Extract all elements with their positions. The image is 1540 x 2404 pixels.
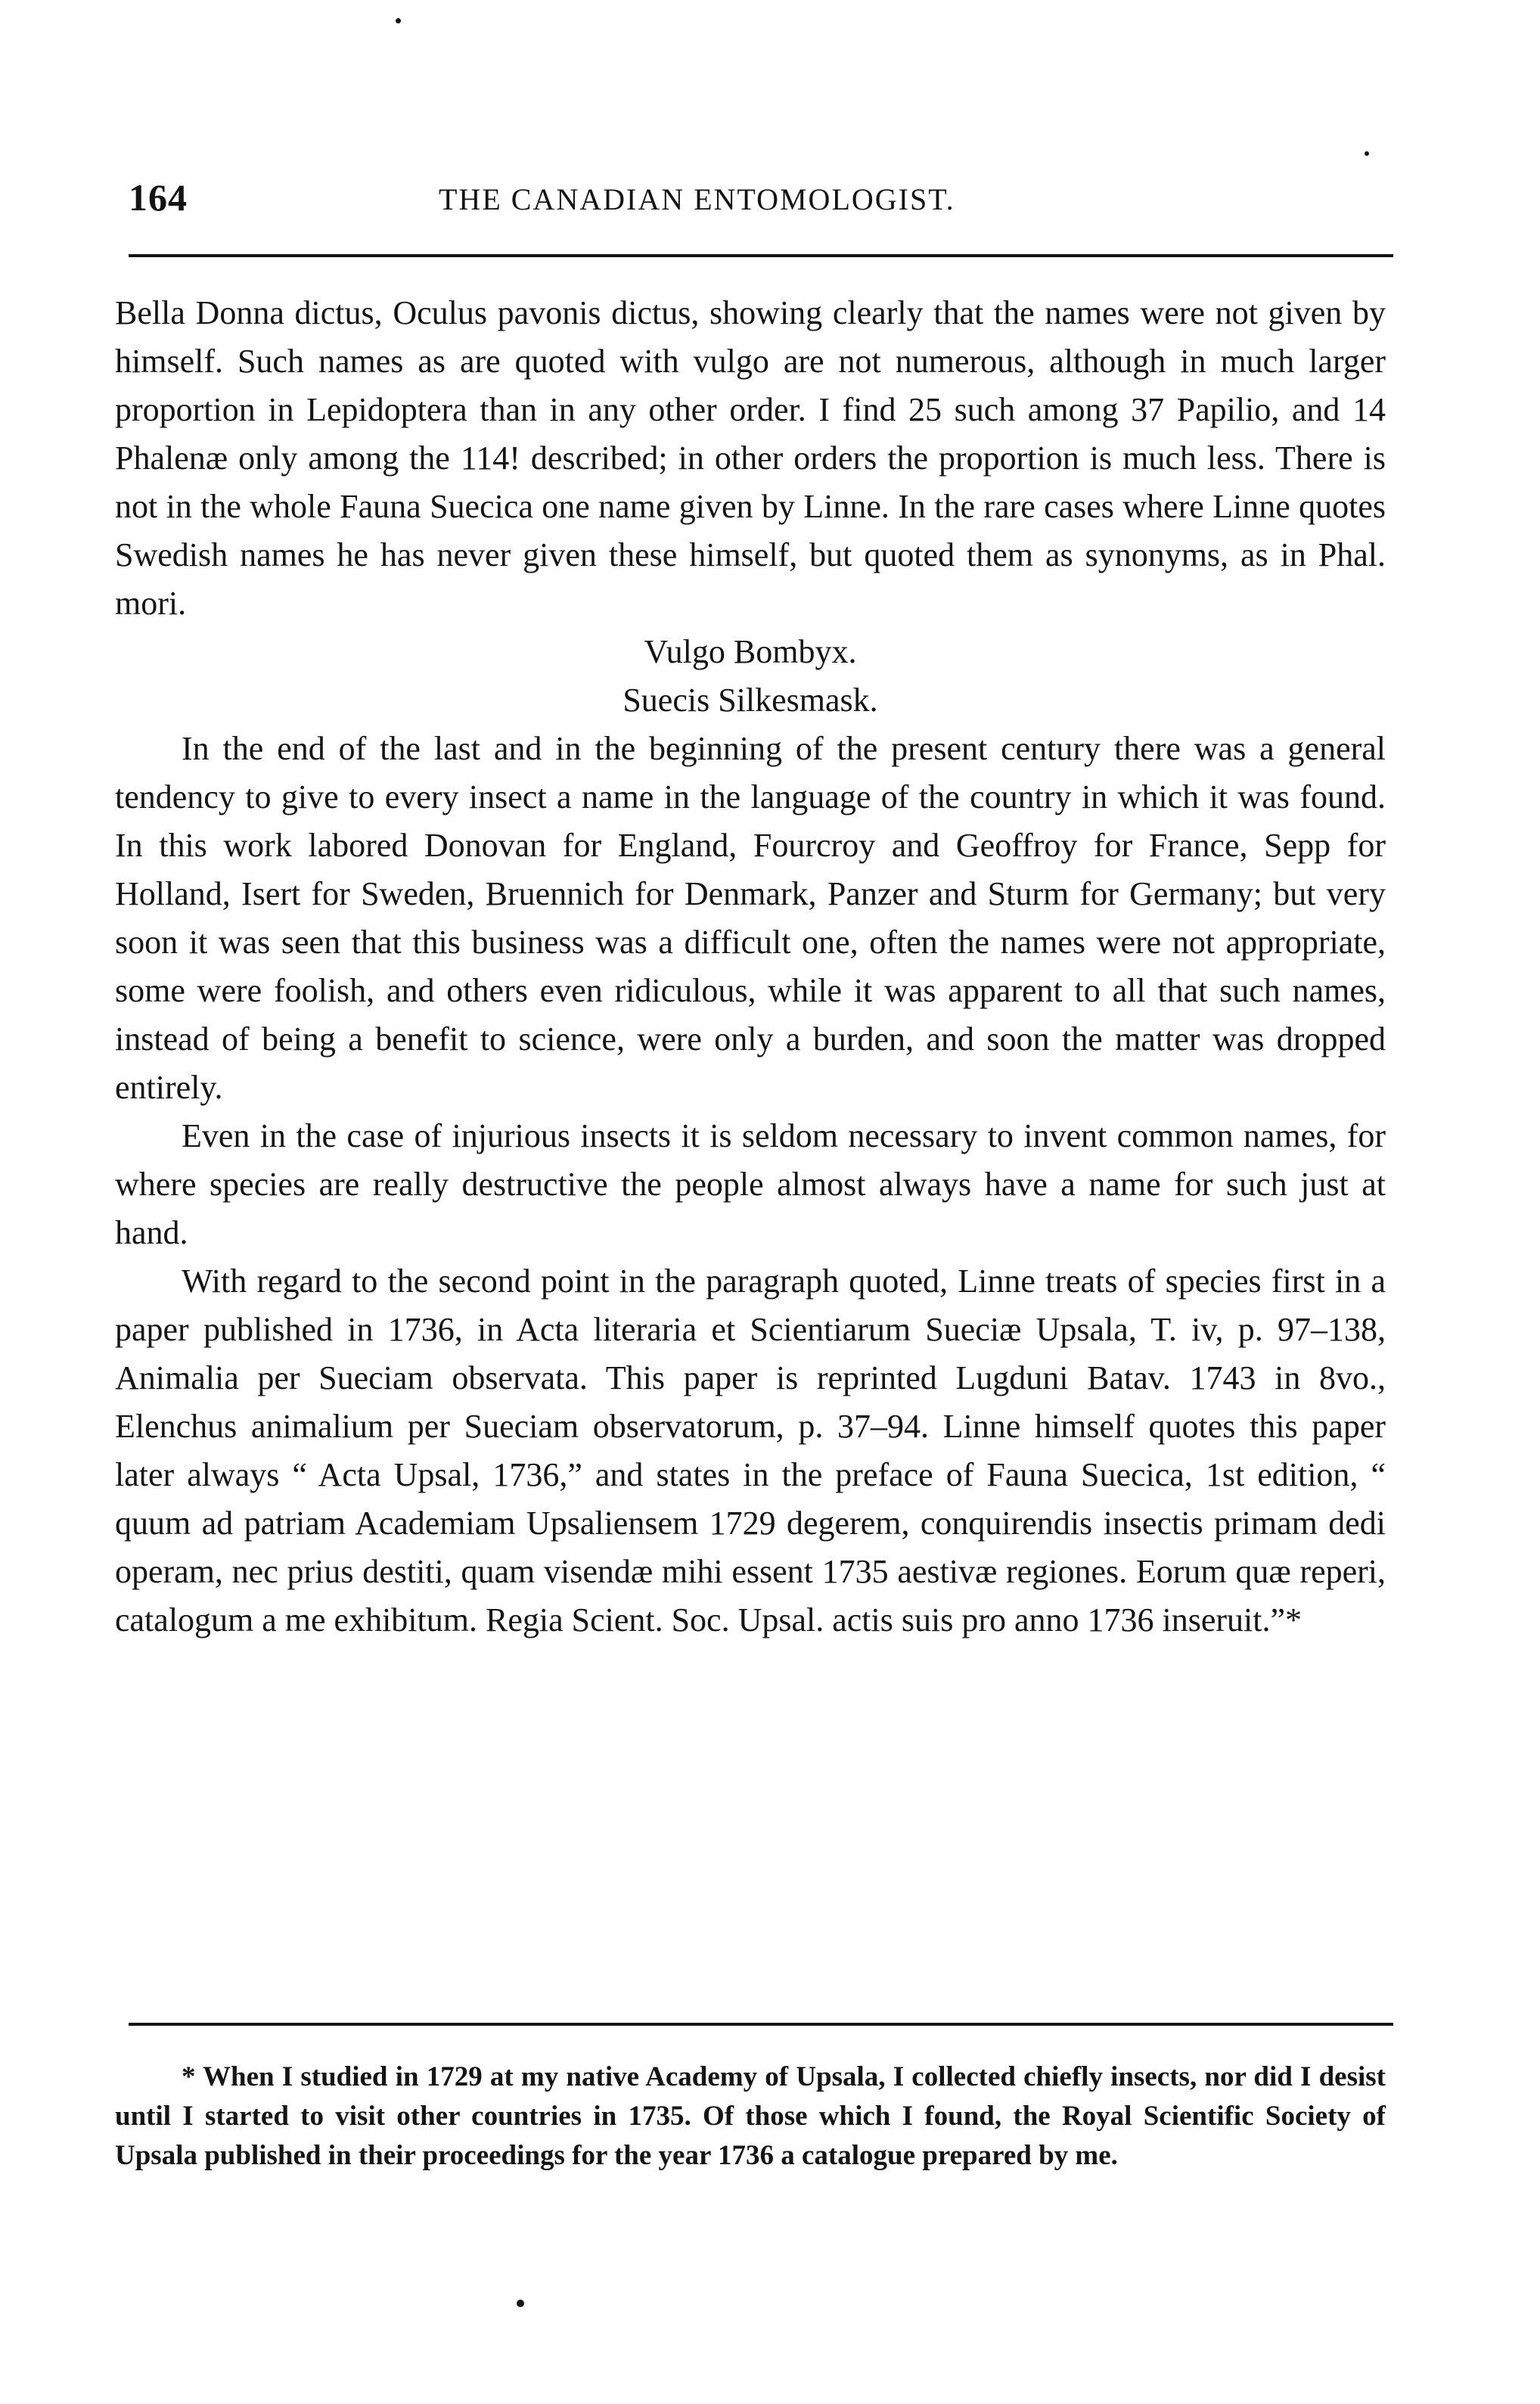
quote-line-2: Suecis Silkesmask. (623, 682, 878, 719)
footnote: * When I studied in 1729 at my native Academy of Upsala, I collected chiefly insects, nor did I desist until I started to visit other countries in 1735. Of those which I found, the Royal Scientific Society of Upsala published in their proceedings for the year 1736 a catalogue prepared by me. (115, 2061, 1386, 2171)
speck (396, 18, 401, 23)
header-rule (129, 254, 1393, 257)
main-text (115, 289, 1386, 1645)
speck (517, 2300, 524, 2307)
running-head: THE CANADIAN ENTOMOLOGIST. (439, 182, 955, 216)
speck (1365, 151, 1369, 156)
paragraph-4: With regard to the second point in the paragraph quoted, Linne treats of species first in a paper published in 1736, in Acta literaria et Scientiarum Sueciæ Upsala, T. iv, p. 97–138, Animalia per Sueciam observata. This paper is reprinted Lugduni Batav. 1743 in 8vo., Elenchus animalium per Sueciam observatorum, p. 37–94. Linne himself quotes this paper later always “ Acta Upsal, 1736,” and states in the preface of Fauna Suecica, 1st edition, “ quum ad patriam Academiam Upsaliensem 1729 degerem, conquirendis insectis primam dedi operam, nec prius destiti, quam visendæ mihi essent 1735 aestivæ regiones. Eorum quæ reperi, catalogum a me exhibitum. Regia Scient. Soc. Upsal. actis suis pro anno 1736 inseruit.”* (115, 1263, 1386, 1638)
quote-line-1: Vulgo Bombyx. (644, 633, 857, 670)
footnote-rule (129, 2023, 1393, 2026)
paragraph-1: Bella Donna dictus, Oculus pavonis dictus, showing clearly that the names were not given by himself. Such names as are quoted with vulgo are not numerous, although in much larger proportion in Lepidoptera than in any other order. I find 25 such among 37 Papilio, and 14 Phalenæ only among the 114! described; in other orders the proportion is much less. There is not in the whole Fauna Suecica one name given by Linne. In the rare cases where Linne quotes Swedish names he has never given these himself, but quoted them as synonyms, as in Phal. mori. (115, 294, 1386, 622)
paragraph-3: Even in the case of injurious insects it is seldom necessary to invent common names, for where species are really destructive the people almost always have a name for such just at hand. (115, 1117, 1386, 1251)
page-number: 164 (129, 176, 188, 219)
paragraph-2: In the end of the last and in the beginning of the present century there was a general tendency to give to every insect a name in the language of the country in which it was found. In this work labored Donovan for England, Fourcroy and Geoffroy for France, Sepp for Holland, Isert for Sweden, Bruennich for Denmark, Panzer and Sturm for Germany; but very soon it was seen that this business was a difficult one, often the names were not appropriate, some were foolish, and others even ridiculous, while it was apparent to all that such names, instead of being a benefit to science, were only a burden, and soon the matter was dropped entirely. (115, 730, 1386, 1106)
